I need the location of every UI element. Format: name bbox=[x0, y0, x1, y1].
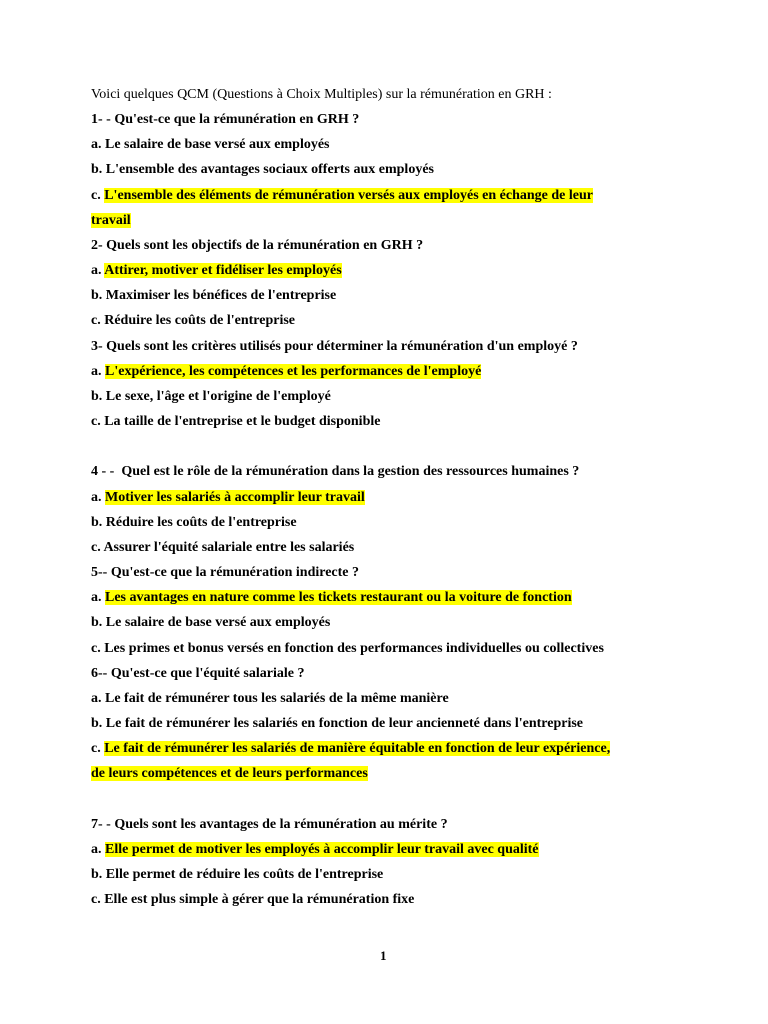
answer-1a: a. Le salaire de base versé aux employés bbox=[91, 137, 330, 152]
answer-7a: a. Elle permet de motiver les employés à accomplir leur travail avec qualité bbox=[91, 842, 539, 857]
highlighted-answer: Les avantages en nature comme les tickets restaurant ou la voiture de fonction bbox=[105, 590, 572, 605]
answer-6b: b. Le fait de rémunérer les salariés en fonction de leur ancienneté dans l'entreprise bbox=[91, 716, 584, 731]
answer-6c-cont bbox=[91, 765, 368, 783]
highlighted-answer: Le fait de rémunérer les salariés de manière équitable en fonction de leur expérience, bbox=[104, 741, 611, 756]
intro-text: Voici quelques QCM (Questions à Choix Multiples) sur la rémunération en GRH : bbox=[91, 87, 552, 102]
answer-3b: b. Le sexe, l'âge et l'origine de l'employé bbox=[91, 389, 331, 404]
answer-7c: c. Elle est plus simple à gérer que la rémunération fixe bbox=[91, 892, 415, 907]
answer-2a: a. Attirer, motiver et fidéliser les employés bbox=[91, 263, 342, 278]
answer-6a: a. Le fait de rémunérer tous les salariés de la même manière bbox=[91, 691, 449, 706]
answer-2b: b. Maximiser les bénéfices de l'entreprise bbox=[91, 288, 337, 303]
answer-6c: c. Le fait de rémunérer les salariés de manière équitable en fonction de leur expérience, bbox=[91, 741, 611, 756]
answer-3a: a. L'expérience, les compétences et les performances de l'employé bbox=[91, 364, 482, 379]
answer-3c: c. La taille de l'entreprise et le budget disponible bbox=[91, 414, 381, 429]
page-number: 1 bbox=[380, 948, 387, 963]
answer-4c: c. Assurer l'équité salariale entre les salariés bbox=[91, 540, 355, 555]
question-3: 3- Quels sont les critères utilisés pour déterminer la rémunération d'un employé ? bbox=[91, 339, 578, 354]
highlighted-answer: L'ensemble des éléments de rémunération versés aux employés en échange de leur bbox=[104, 188, 593, 203]
answer-5c: c. Les primes et bonus versés en fonction des performances individuelles ou collectives bbox=[91, 641, 604, 656]
answer-2c: c. Réduire les coûts de l'entreprise bbox=[91, 313, 296, 328]
question-2: 2- Quels sont les objectifs de la rémunération en GRH ? bbox=[91, 238, 424, 253]
answer-7b: b. Elle permet de réduire les coûts de l'entreprise bbox=[91, 867, 384, 882]
highlighted-answer: travail bbox=[91, 213, 131, 228]
question-5: 5-- Qu'est-ce que la rémunération indirecte ? bbox=[91, 565, 360, 580]
answer-4a: a. Motiver les salariés à accomplir leur travail bbox=[91, 490, 365, 505]
question-6: 6-- Qu'est-ce que l'équité salariale ? bbox=[91, 666, 305, 681]
answer-5a: a. Les avantages en nature comme les tickets restaurant ou la voiture de fonction bbox=[91, 590, 572, 605]
answer-5b: b. Le salaire de base versé aux employés bbox=[91, 615, 331, 630]
answer-1c: c. L'ensemble des éléments de rémunération versés aux employés en échange de leur bbox=[91, 188, 593, 203]
highlighted-answer: Attirer, motiver et fidéliser les employés bbox=[104, 263, 342, 278]
answer-4b: b. Réduire les coûts de l'entreprise bbox=[91, 515, 297, 530]
question-4: 4 - - Quel est le rôle de la rémunération dans la gestion des ressources humaines ? bbox=[91, 464, 580, 479]
answer-1c-cont bbox=[91, 212, 131, 230]
highlighted-answer: Elle permet de motiver les employés à accomplir leur travail avec qualité bbox=[105, 842, 539, 857]
answer-1b: b. L'ensemble des avantages sociaux offerts aux employés bbox=[91, 162, 434, 177]
highlighted-answer: Motiver les salariés à accomplir leur travail bbox=[105, 490, 365, 505]
highlighted-answer: L'expérience, les compétences et les performances de l'employé bbox=[105, 364, 482, 379]
question-1: 1- - Qu'est-ce que la rémunération en GRH ? bbox=[91, 112, 360, 127]
question-7: 7- - Quels sont les avantages de la rémunération au mérite ? bbox=[91, 817, 448, 832]
highlighted-answer: de leurs compétences et de leurs performances bbox=[91, 766, 368, 781]
